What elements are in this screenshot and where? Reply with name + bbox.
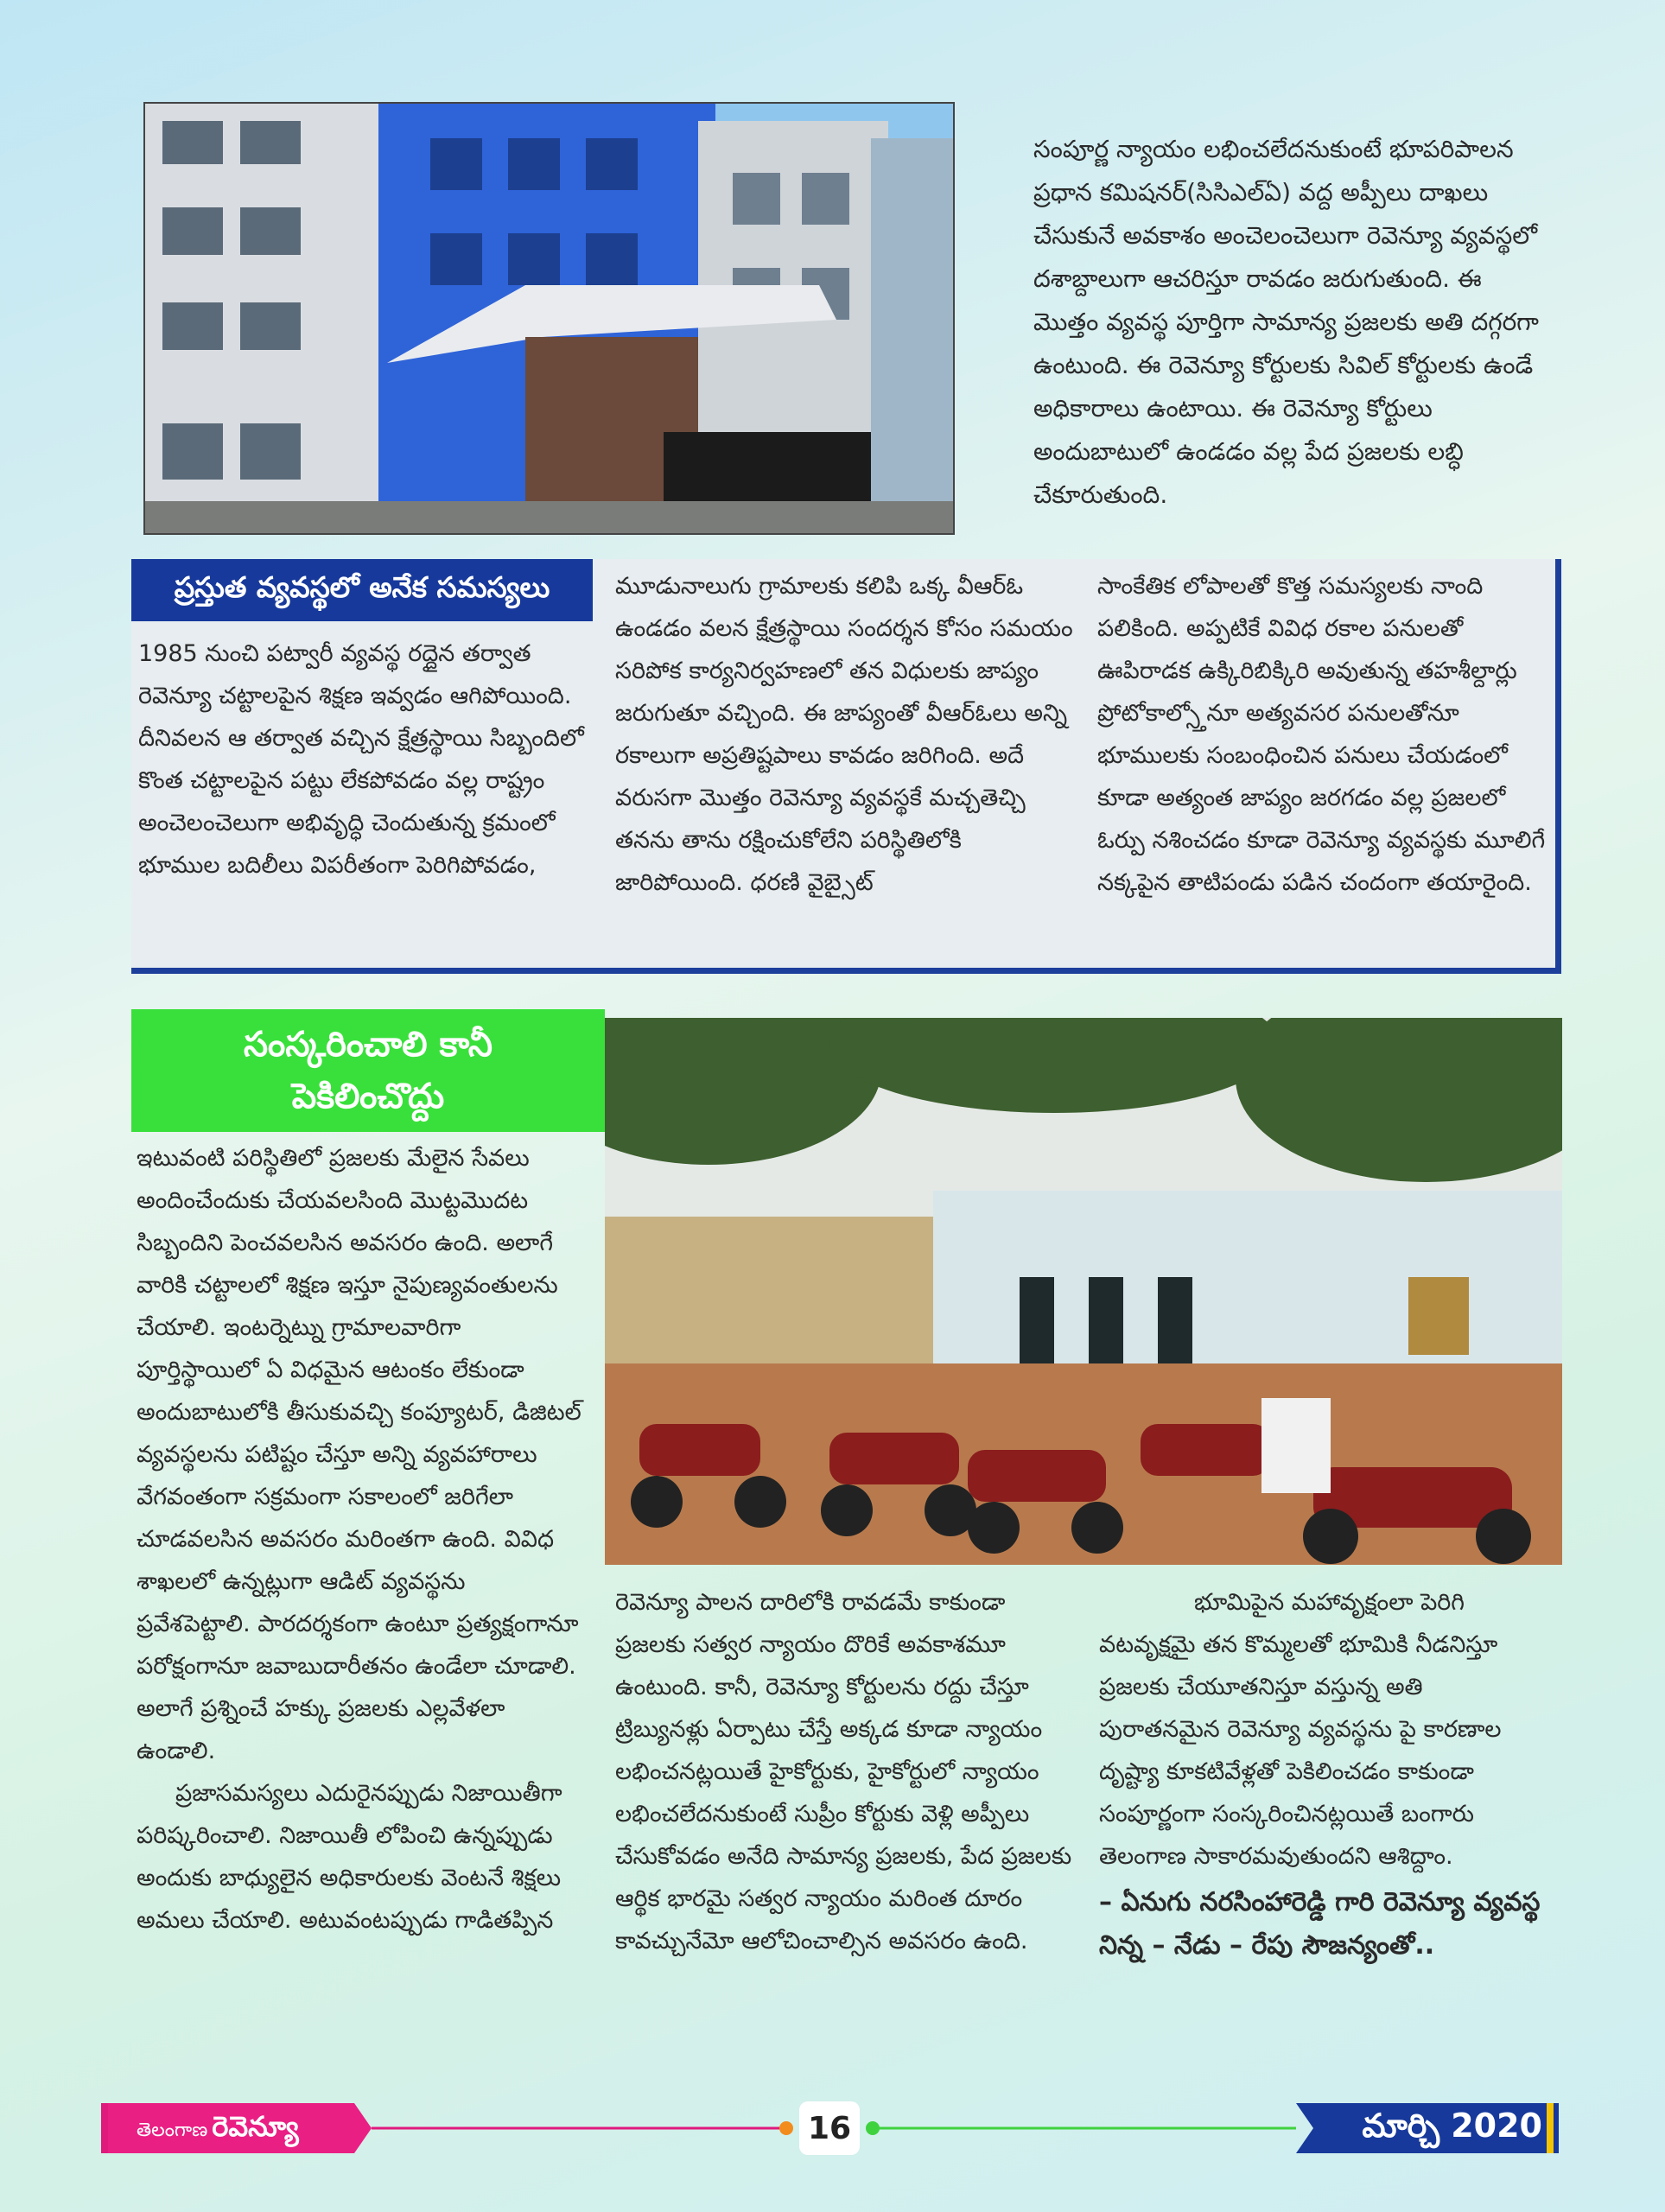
- source-credit: – ఏనుగు నరసింహారెడ్డి గారి రెవెన్యూ వ్యవస్థ నిన్న – నేడు – రేపు సౌజన్యంతో..: [1099, 1887, 1541, 1961]
- revenue-office-photo: [605, 1018, 1562, 1565]
- reform-heading: [131, 1009, 605, 1132]
- problems-column-2: మూడునాలుగు గ్రామాలకు కలిపి ఒక్క వీఆర్ఓ ఉండడం వలన క్షేత్రస్థాయి సందర్శన కోసం సమయం సరిపోక కార్యనిర్వహణలో తన విధులకు జాప్యం జరుగుతూ వచ్చింది. ఈ జాప్యంతో వీఆర్ఓలు అన్ని రకాలుగా అప్రతిష్టపాలు కావడం జరిగింది. అదే వరుసగా మొత్తం రెవెన్యూ వ్యవస్థకే మచ్చతెచ్చి తనను తాను రక్షించుకోలేని పరిస్థితిలోకి జారిపోయింది. ధరణి వైబ్సైట్: [615, 573, 1073, 896]
- problems-column-3: సాంకేతిక లోపాలతో కొత్త సమస్యలకు నాంది పలికింది. అప్పటికే వివిధ రకాల పనులతో ఊపిరాడక ఉక్కిరిబిక్కిరి అవుతున్న తహశీల్దార్లు ప్రోటోకాల్స్తోనూ అత్యవసర పనులతోనూ భూములకు సంబంధించిన పనులు చేయడంలో కూడా అత్యంత జాప్యం జరగడం వల్ల ప్రజలలో ఓర్పు నశించడం కూడా రెవెన్యూ వ్యవస్థకు మూలిగే నక్కపైన తాటిపండు పడిన చందంగా తయారైంది.: [1097, 573, 1546, 896]
- issue-date: మార్చి 2020: [1362, 2107, 1542, 2145]
- reform-column-2: రెవెన్యూ పాలన దారిలోకి రావడమే కాకుండా ప్రజలకు సత్వర న్యాయం దొరికే అవకాశమూ ఉంటుంది. కానీ, రెవెన్యూ కోర్టులను రద్దు చేస్తూ ట్రిబ్యునళ్లు ఏర్పాటు చేస్తే అక్కడ కూడా న్యాయం లభించనట్లయితే హైకోర్టుకు, హైకోర్టులో న్యాయం లభించలేదనుకుంటే సుప్రీం కోర్టుకు వెళ్లి అప్పీలు చేసుకోవడం అనేది సామాన్య ప్రజలకు, పేద ప్రజలకు ఆర్థిక భారమై సత్వర న్యాయం మరింత దూరం కావచ్చునేమో ఆలోచించాల్సిన అవసరం ఉంది.: [615, 1589, 1072, 1955]
- reform-column-3: భూమిపైన మహావృక్షంలా పెరిగి వటవృక్షమై తన కొమ్మలతో భూమికి నీడనిస్తూ ప్రజలకు చేయూతనిస్తూ వస్తున్న అతి పురాతనమైన రెవెన్యూ వ్యవస్థను పై కారణాల దృష్ట్యా కూకటివేళ్లతో పెకిలించడం కాకుండా సంపూర్ణంగా సంస్కరించినట్లయితే బంగారు తెలంగాణ సాకారమవుతుందని ఆశిద్దాం. – ఏనుగు నరసింహారెడ్డి గారి రెవెన్యూ వ్యవస్థ నిన్న – నేడు – రేపు సౌజన్యంతో..: [1099, 1581, 1548, 1967]
- problems-heading: ప్రస్తుత వ్యవస్థలో అనేక సమస్యలు: [131, 559, 593, 621]
- page-footer: [0, 2091, 1665, 2160]
- top-paragraph: సంపూర్ణ న్యాయం లభించలేదనుకుంటే భూపరిపాలన ప్రధాన కమిషనర్(సిసిఎల్ఏ) వద్ద అప్పీలు దాఖలు చేసుకునే అవకాశం అంచెలంచెలుగా రెవెన్యూ వ్యవస్థలో దశాబ్దాలుగా ఆచరిస్తూ రావడం జరుగుతుంది. ఈ మొత్తం వ్యవస్థ పూర్తిగా సామాన్య ప్రజలకు అతి దగ్గరగా ఉంటుంది. ఈ రెవెన్యూ కోర్టులకు సివిల్ కోర్టులకు ఉండే అధికారాలు ఉంటాయి. ఈ రెవెన్యూ కోర్టులు అందుబాటులో ఉండడం వల్ల పేద ప్రజలకు లబ్ధి చేకూరుతుంది.: [1033, 135, 1539, 509]
- magazine-title: [137, 2110, 299, 2150]
- page-number: 16: [799, 2101, 860, 2155]
- magazine-name: రెవెన్యూ: [212, 2110, 299, 2143]
- magazine-prefix: తెలంగాణ: [137, 2120, 208, 2141]
- problems-column-1: 1985 నుంచి పట్వారీ వ్యవస్థ రద్దైన తర్వాత రెవెన్యూ చట్టాలపైన శిక్షణ ఇవ్వడం ఆగిపోయింది. దీనివలన ఆ తర్వాత వచ్చిన క్షేత్రస్థాయి సిబ్బందిలో కొంత చట్టాలపైన పట్టు లేకపోవడం వల్ల రాష్ట్రం అంచెలంచెలుగా అభివృద్ధి చెందుతున్న క్రమంలో భూముల బదిలీలు విపరీతంగా పెరిగిపోవడం,: [138, 640, 584, 879]
- reform-heading-line-1: సంస్కరించాలి కానీ: [243, 1025, 493, 1065]
- reform-column-1: ఇటువంటి పరిస్థితిలో ప్రజలకు మేలైన సేవలు అందించేందుకు చేయవలసింది మొట్టమొదట సిబ్బందిని పెంచవలసిన అవసరం ఉంది. అలాగే వారికి చట్టాలలో శిక్షణ ఇస్తూ నైపుణ్యవంతులను చేయాలి. ఇంటర్నెట్ను గ్రామాలవారిగా పూర్తిస్థాయిలో ఏ విధమైన ఆటంకం లేకుండా అందుబాటులోకి తీసుకువచ్చి కంప్యూటర్, డిజిటల్ వ్యవస్థలను పటిష్టం చేస్తూ అన్ని వ్యవహారాలు వేగవంతంగా సక్రమంగా సకాలంలో జరిగేలా చూడవలసిన అవసరం మరింతగా ఉంది. వివిధ శాఖలలో ఉన్నట్లుగా ఆడిట్ వ్యవస్థను ప్రవేశపెట్టాలి. పారదర్శకంగా ఉంటూ ప్రత్యక్షంగానూ పరోక్షంగానూ జవాబుదారీతనం ఉండేలా చూడాలి. అలాగే ప్రశ్నించే హక్కు ప్రజలకు ఎల్లవేళలా ఉండాలి. ప్రజాసమస్యలు ఎదురైనప్పుడు నిజాయితీగా పరిష్కరించాలి. నిజాయితీ లోపించి ఉన్నప్పుడు అందుకు బాధ్యులైన అధికారులకు వెంటనే శిక్షలు అమలు చేయాలి. అటువంటప్పుడు గాడితప్పిన: [137, 1145, 581, 1934]
- office-building-photo: [143, 102, 955, 535]
- reform-heading-line-2: పెకిలించొద్దు: [291, 1077, 445, 1116]
